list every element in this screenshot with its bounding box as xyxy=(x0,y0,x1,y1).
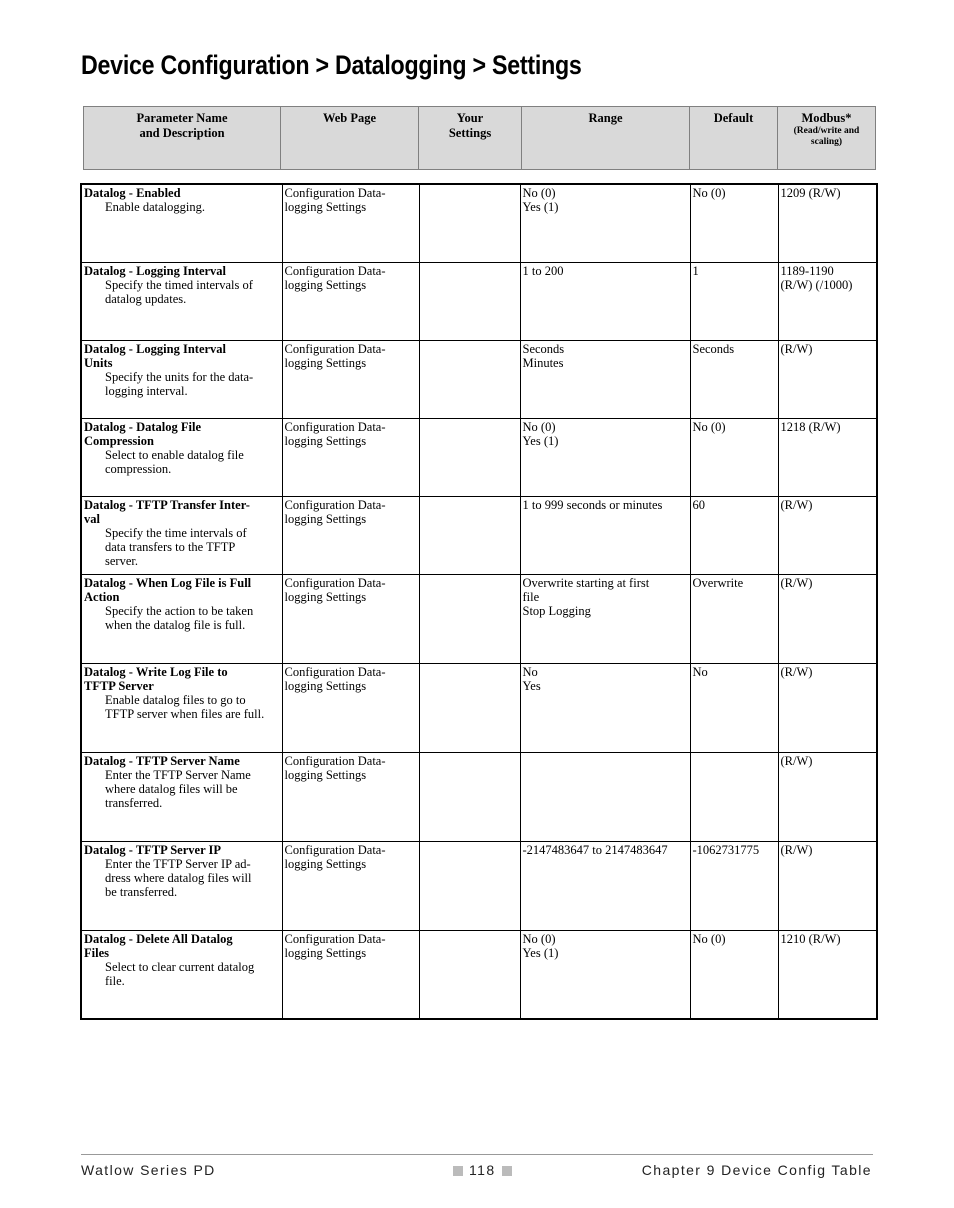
cell-range: Seconds Minutes xyxy=(520,340,690,418)
cell-default: Seconds xyxy=(690,340,778,418)
table-row xyxy=(81,930,877,1019)
cell-range: No (0) Yes (1) xyxy=(520,930,690,1019)
parameter-name: Datalog - TFTP Server Name xyxy=(84,753,240,768)
table-row xyxy=(81,262,877,340)
cell-parameter xyxy=(81,930,282,1019)
cell-parameter xyxy=(81,841,282,930)
cell-modbus: (R/W) xyxy=(778,752,877,841)
cell-default: No (0) xyxy=(690,184,778,262)
parameter-table xyxy=(80,183,878,1020)
parameter-name: Datalog - Logging Interval xyxy=(84,263,227,278)
cell-web-page: Configuration Data- logging Settings xyxy=(282,574,419,663)
parameter-name: Datalog - Logging Interval Units xyxy=(84,341,227,370)
parameter-description: Specify the time intervals of data transfers to the TFTP server. xyxy=(105,525,247,568)
cell-your-settings xyxy=(419,752,520,841)
cell-parameter xyxy=(81,752,282,841)
parameter-name: Datalog - When Log File is Full Action xyxy=(84,575,252,604)
header-modbus-sub: (Read/write and scaling) xyxy=(793,126,860,147)
header-web-page: Web Page xyxy=(281,107,419,170)
column-header-table xyxy=(83,106,876,170)
cell-modbus: 1209 (R/W) xyxy=(778,184,877,262)
footer-rule xyxy=(81,1154,873,1155)
cell-your-settings xyxy=(419,841,520,930)
footer-chapter: Chapter 9 Device Config Table xyxy=(641,1162,872,1178)
parameter-description: Select to enable datalog file compression. xyxy=(105,447,244,476)
cell-web-page: Configuration Data- logging Settings xyxy=(282,496,419,574)
cell-range: No (0) Yes (1) xyxy=(520,184,690,262)
cell-range: -2147483647 to 2147483647 xyxy=(520,841,690,930)
cell-default: 1 xyxy=(690,262,778,340)
cell-default: Overwrite xyxy=(690,574,778,663)
cell-modbus: (R/W) xyxy=(778,574,877,663)
cell-range: 1 to 200 xyxy=(520,262,690,340)
cell-range: No Yes xyxy=(520,663,690,752)
parameter-description: Specify the action to be taken when the datalog file is full. xyxy=(105,603,254,632)
cell-parameter xyxy=(81,663,282,752)
cell-your-settings xyxy=(419,496,520,574)
parameter-description: Specify the timed intervals of datalog updates. xyxy=(105,277,253,306)
cell-parameter xyxy=(81,418,282,496)
cell-modbus: (R/W) xyxy=(778,841,877,930)
table-row xyxy=(81,841,877,930)
cell-web-page: Configuration Data- logging Settings xyxy=(282,262,419,340)
parameter-name: Datalog - Enabled xyxy=(84,186,181,200)
cell-range xyxy=(520,752,690,841)
parameter-description: Enter the TFTP Server IP ad- dress where datalog files will be transferred. xyxy=(105,856,252,899)
table-row xyxy=(81,340,877,418)
cell-default: No xyxy=(690,663,778,752)
table-row xyxy=(81,418,877,496)
cell-web-page: Configuration Data- logging Settings xyxy=(282,184,419,262)
parameter-description: Specify the units for the data- logging interval. xyxy=(105,369,254,398)
cell-your-settings xyxy=(419,663,520,752)
parameter-description: Enable datalog files to go to TFTP server when files are full. xyxy=(105,692,265,721)
cell-web-page: Configuration Data- logging Settings xyxy=(282,930,419,1019)
parameter-name: Datalog - TFTP Server IP xyxy=(84,842,222,857)
cell-your-settings xyxy=(419,184,520,262)
header-parameter-name: Parameter Name and Description xyxy=(84,107,281,170)
cell-range: 1 to 999 seconds or minutes xyxy=(520,496,690,574)
cell-modbus: 1218 (R/W) xyxy=(778,418,877,496)
header-range: Range xyxy=(522,107,690,170)
footer-page-number: 118 xyxy=(447,1162,518,1178)
cell-your-settings xyxy=(419,930,520,1019)
cell-range: No (0) Yes (1) xyxy=(520,418,690,496)
parameter-name: Datalog - Delete All Datalog Files xyxy=(84,931,233,960)
cell-your-settings xyxy=(419,340,520,418)
cell-parameter xyxy=(81,574,282,663)
cell-web-page: Configuration Data- logging Settings xyxy=(282,340,419,418)
table-row xyxy=(81,752,877,841)
cell-range: Overwrite starting at first file Stop Logging xyxy=(520,574,690,663)
cell-modbus: 1210 (R/W) xyxy=(778,930,877,1019)
cell-web-page: Configuration Data- logging Settings xyxy=(282,418,419,496)
square-bullet-icon xyxy=(453,1166,463,1176)
cell-parameter xyxy=(81,340,282,418)
cell-default: -1062731775 xyxy=(690,841,778,930)
header-default: Default xyxy=(690,107,778,170)
cell-your-settings xyxy=(419,418,520,496)
table-row xyxy=(81,663,877,752)
cell-parameter xyxy=(81,262,282,340)
cell-default: 60 xyxy=(690,496,778,574)
cell-modbus: (R/W) xyxy=(778,340,877,418)
parameter-name: Datalog - TFTP Transfer Inter- val xyxy=(84,497,250,526)
cell-web-page: Configuration Data- logging Settings xyxy=(282,663,419,752)
cell-your-settings xyxy=(419,574,520,663)
cell-your-settings xyxy=(419,262,520,340)
parameter-name: Datalog - Datalog File Compression xyxy=(84,419,201,448)
header-modbus: Modbus* (Read/write and scaling) xyxy=(778,107,876,170)
table-row xyxy=(81,574,877,663)
cell-web-page: Configuration Data- logging Settings xyxy=(282,752,419,841)
cell-default: No (0) xyxy=(690,418,778,496)
parameter-description: Enable datalogging. xyxy=(105,200,205,214)
cell-modbus: (R/W) xyxy=(778,663,877,752)
table-row xyxy=(81,496,877,574)
cell-default xyxy=(690,752,778,841)
cell-modbus: 1189-1190 (R/W) (/1000) xyxy=(778,262,877,340)
parameter-description: Select to clear current datalog file. xyxy=(105,959,255,988)
footer-product-name: Watlow Series PD xyxy=(81,1162,216,1178)
cell-web-page: Configuration Data- logging Settings xyxy=(282,841,419,930)
parameter-name: Datalog - Write Log File to TFTP Server xyxy=(84,664,228,693)
table-row xyxy=(81,184,877,262)
cell-parameter xyxy=(81,496,282,574)
cell-modbus: (R/W) xyxy=(778,496,877,574)
parameter-description: Enter the TFTP Server Name where datalog files will be transferred. xyxy=(105,767,251,810)
cell-default: No (0) xyxy=(690,930,778,1019)
header-your-settings: Your Settings xyxy=(419,107,522,170)
page-title: Device Configuration > Datalogging > Settings xyxy=(81,50,582,80)
square-bullet-icon xyxy=(502,1166,512,1176)
cell-parameter xyxy=(81,184,282,262)
